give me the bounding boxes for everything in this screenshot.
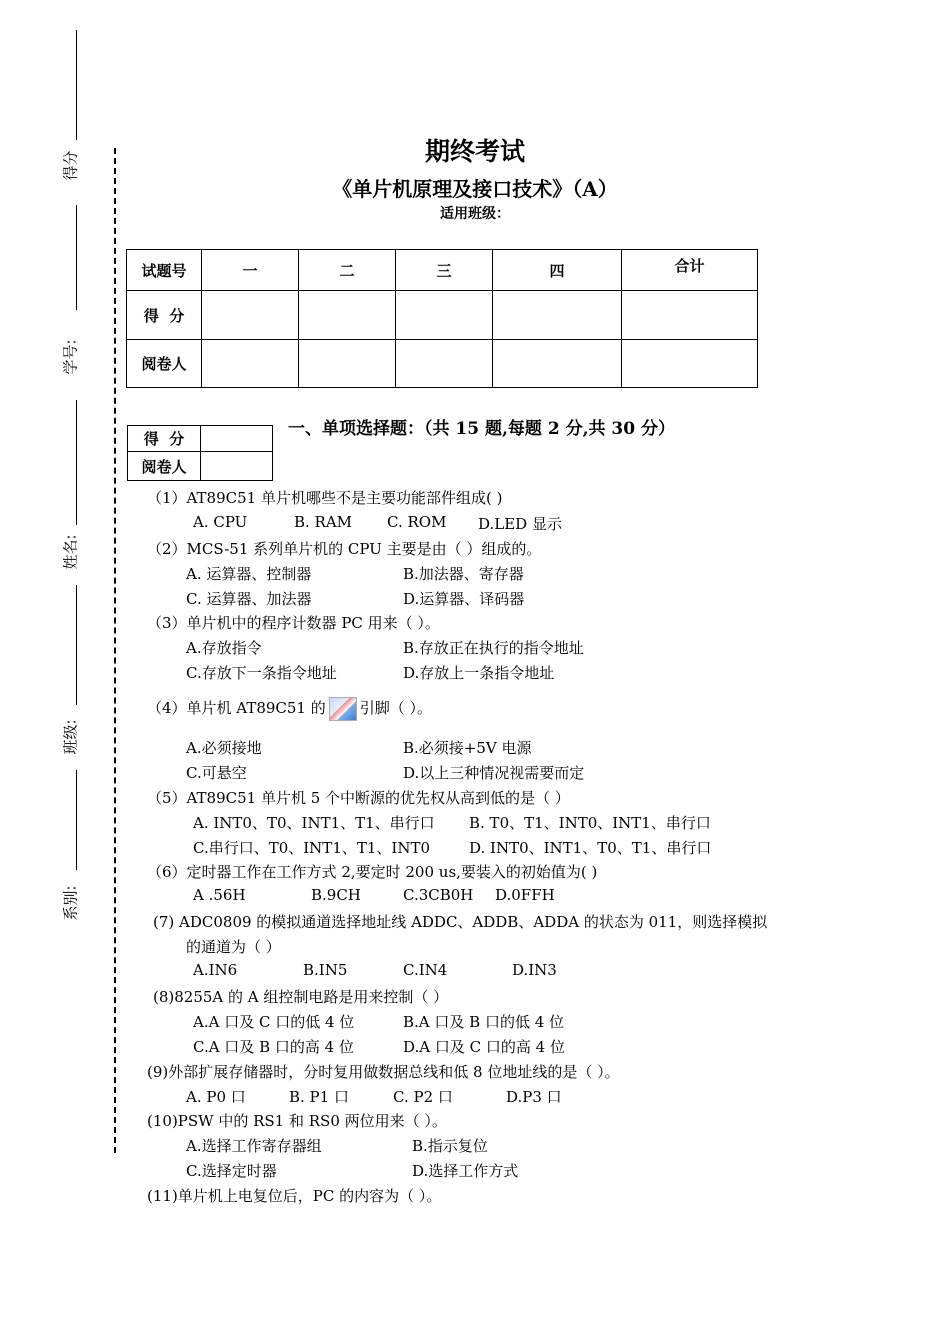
score-cell[interactable]	[201, 426, 273, 452]
grader-cell[interactable]	[202, 340, 299, 388]
option: C.3CB0H	[403, 886, 474, 904]
question-text: （2）MCS-51 系列单片机的 CPU 主要是由（ ）组成的。	[147, 540, 542, 558]
question-text: （6）定时器工作在工作方式 2,要定时 200 us,要装入的初始值为( )	[147, 863, 598, 881]
option: A. INT0、T0、INT1、T1、串行口	[193, 814, 435, 832]
option: D.以上三种情况视需要而定	[403, 764, 585, 782]
option: D.运算器、译码器	[403, 590, 525, 608]
option: D.A 口及 C 口的高 4 位	[403, 1038, 565, 1056]
header-cell: 合计	[622, 250, 758, 291]
option: B.9CH	[311, 886, 361, 904]
applicable-class: 适用班级：	[440, 206, 510, 222]
option: B.必须接+5V 电源	[403, 739, 532, 757]
score-table	[126, 249, 758, 388]
score-cell[interactable]	[202, 291, 299, 340]
option: C.A 口及 B 口的高 4 位	[193, 1038, 354, 1056]
option: B.存放正在执行的指令地址	[403, 639, 584, 657]
header-cell: 三	[396, 250, 493, 291]
score-cell[interactable]	[622, 291, 758, 340]
grader-cell[interactable]	[493, 340, 622, 388]
option: A. 运算器、控制器	[186, 565, 312, 583]
option: C. 运算器、加法器	[186, 590, 312, 608]
margin-rule	[76, 400, 77, 525]
row-label: 得 分	[127, 291, 202, 340]
question-text-cont: 的通道为（ ）	[186, 938, 281, 956]
option: D.P3 口	[506, 1088, 562, 1106]
question-text-before: （4）单片机 AT89C51 的	[147, 699, 326, 717]
option: C.可悬空	[186, 764, 247, 782]
margin-label-department: 系别:	[61, 885, 80, 921]
option: C. P2 口	[393, 1088, 453, 1106]
option: A.A 口及 C 口的低 4 位	[193, 1013, 355, 1031]
option: B.指示复位	[412, 1137, 488, 1155]
option: A.必须接地	[186, 739, 262, 757]
row-label: 阅卷人	[128, 452, 201, 481]
question-text: (7) ADC0809 的模拟通道选择地址线 ADDC、ADDB、ADDA 的状态为 011，则选择模拟	[153, 913, 768, 931]
question-text: (8)8255A 的 A 组控制电路是用来控制（ ）	[153, 988, 449, 1006]
option: D.选择工作方式	[412, 1162, 519, 1180]
option: C.IN4	[403, 961, 448, 979]
grader-cell[interactable]	[396, 340, 493, 388]
question-text: (10)PSW 中的 RS1 和 RS0 两位用来（ ）。	[147, 1112, 447, 1130]
margin-rule	[76, 585, 77, 705]
option: D. INT0、INT1、T0、T1、串行口	[469, 839, 712, 857]
option: A .56H	[193, 886, 246, 904]
option: A.存放指令	[186, 639, 262, 657]
row-label: 阅卷人	[127, 340, 202, 388]
score-cell[interactable]	[493, 291, 622, 340]
question-text	[147, 697, 432, 721]
question-text: （3）单片机中的程序计数器 PC 用来（ ）。	[147, 614, 440, 632]
exam-title: 期终考试	[424, 137, 525, 166]
option: B. RAM	[294, 513, 353, 531]
question-text: （5）AT89C51 单片机 5 个中断源的优先权从高到低的是（ ）	[147, 789, 570, 807]
option: C.串行口、T0、INT1、T1、INT0	[193, 839, 431, 857]
score-cell[interactable]	[299, 291, 396, 340]
section-heading: 一、单项选择题：（共 15 题,每题 2 分,共 30 分）	[288, 419, 675, 439]
margin-label-score: 得分	[61, 150, 80, 181]
option: B. P1 口	[289, 1088, 349, 1106]
option: D.0FFH	[495, 886, 555, 904]
header-cell: 二	[299, 250, 396, 291]
grader-cell[interactable]	[622, 340, 758, 388]
question-text: （1）AT89C51 单片机哪些不是主要功能部件组成( )	[147, 489, 503, 507]
option: C.存放下一条指令地址	[186, 664, 337, 682]
course-title: 《单片机原理及接口技术》（A）	[332, 177, 618, 201]
option: D.存放上一条指令地址	[403, 664, 555, 682]
section-score-table	[127, 425, 273, 481]
option: A.选择工作寄存器组	[186, 1137, 322, 1155]
margin-label-name: 姓名:	[61, 534, 80, 570]
header-cell: 一	[202, 250, 299, 291]
question-text: (11)单片机上电复位后，PC 的内容为（ ）。	[147, 1187, 442, 1205]
pin-image-icon	[329, 697, 357, 721]
option: C. ROM	[387, 513, 447, 531]
option: C.选择定时器	[186, 1162, 277, 1180]
header-cell: 试题号	[127, 250, 202, 291]
grader-cell[interactable]	[299, 340, 396, 388]
margin-label-class: 班级:	[61, 719, 80, 755]
option: B. T0、T1、INT0、INT1、串行口	[469, 814, 711, 832]
option: A. CPU	[193, 513, 248, 531]
option: A. P0 口	[186, 1088, 246, 1106]
option: B.A 口及 B 口的低 4 位	[403, 1013, 565, 1031]
score-cell[interactable]	[396, 291, 493, 340]
option: B.加法器、寄存器	[403, 565, 524, 583]
header-cell: 四	[493, 250, 622, 291]
grader-cell[interactable]	[201, 452, 273, 481]
option: A.IN6	[193, 961, 238, 979]
binding-cut-line	[114, 148, 116, 1153]
margin-label-student-id: 学号:	[61, 339, 80, 375]
question-text-after: 引脚（ ）。	[359, 699, 433, 717]
question-text: (9)外部扩展存储器时，分时复用做数据总线和低 8 位地址线的是（ ）。	[147, 1063, 620, 1081]
margin-rule	[76, 770, 77, 870]
option: D.IN3	[512, 961, 557, 979]
margin-rule	[76, 30, 77, 140]
row-label: 得 分	[128, 426, 201, 452]
option: D.LED 显示	[478, 515, 562, 533]
option: B.IN5	[303, 961, 348, 979]
